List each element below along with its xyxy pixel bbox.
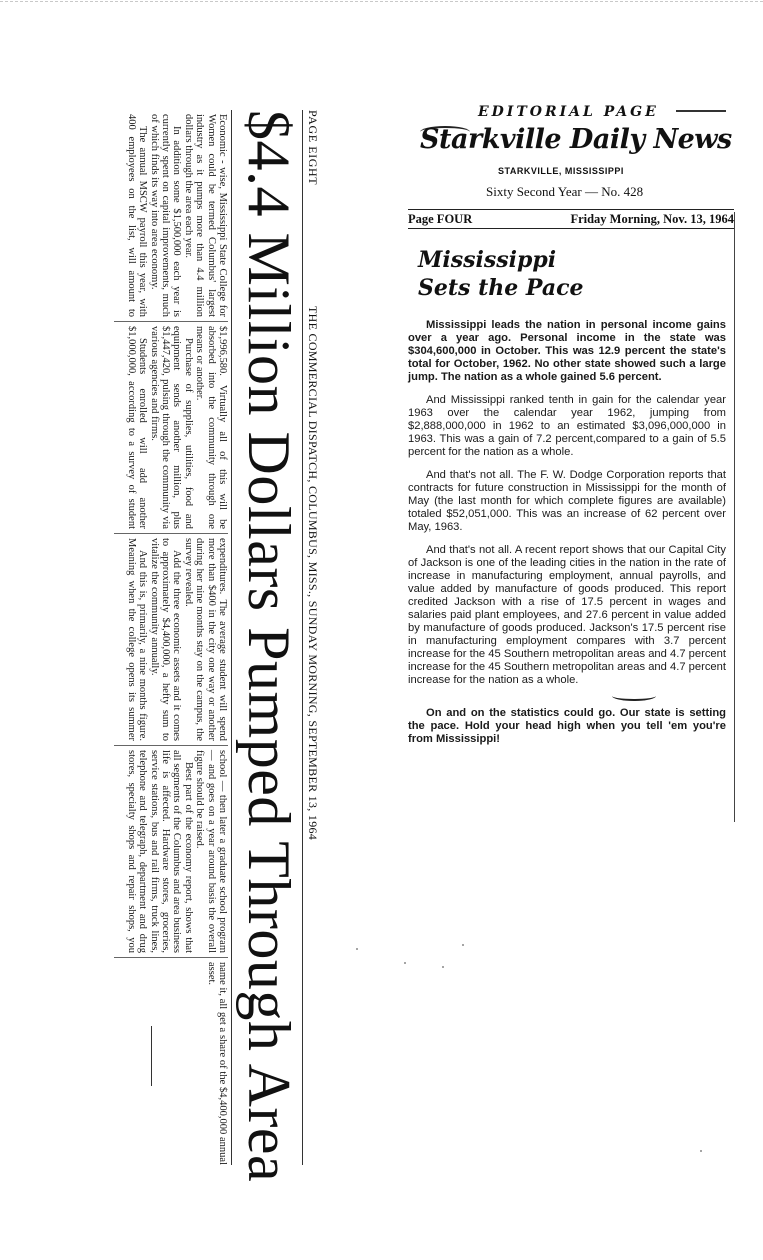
dispatch-top-rule (302, 110, 303, 1165)
dateline-top-rule (408, 209, 734, 210)
dispatch-paragraph: Economic - wise, Mississippi State College for Women could be termed Columbus' largest industry as it pumps more than 4.4 million dollars through the area each year. (182, 114, 228, 317)
masthead-year-line: Sixty Second Year — No. 428 (486, 184, 644, 199)
editorial-title-line2: Sets the Pace (418, 275, 584, 301)
dispatch-clipping-rotated (110, 110, 324, 1183)
editorial-paragraph: And Mississippi ranked tenth in gain for the calendar year 1963 over the calendar year 1962, jumping from $2,888,000,000 in 1962 to an estimated $3,096,000,000 in 1963. This was a gain of 7.2 percent,compared to a gain of 5.5 percent for the nation as a whole. (408, 394, 726, 458)
dispatch-paragraph: Add the three economic assets and it comes to approximately $4,400,000, a hefty sum to vitalize the community annually. (148, 538, 183, 741)
dateline-bottom-rule (408, 228, 734, 229)
scan-speck (356, 948, 358, 950)
masthead-city: STARKVILLE, MISSISSIPPI (498, 166, 624, 176)
scan-speck (442, 966, 444, 968)
editorial-paragraph: On and on the statistics could go. Our state is setting the pace. Hold your head high when you tell 'em you're from Mississippi! (408, 707, 726, 745)
editorial-body (408, 319, 726, 756)
dateline-date: Friday Morning, Nov. 13, 1964 (570, 212, 734, 226)
editorial-paragraph: Mississippi leads the nation in personal income gains over a year ago. Personal income in the state was $304,600,000 in October. This was 12.9 percent the state's total for October, 1962. No other state showed such a large jump. The nation as a whole gained 5.6 percent. (408, 319, 726, 383)
editorial-page-label: EDITORIAL PAGE (478, 104, 659, 120)
dispatch-page-label: PAGE EIGHT (306, 110, 320, 186)
masthead-title: Starkville Daily News (420, 124, 732, 155)
dispatch-paragraph: Best part of the economy report, shows that all segments of the Columbus and area business life is affected. Hardware stores, groceries, service stations, bus and rail firms, truck lines, telephone and telegraph, department and drug stores, specialty shops and repair shops, you name it, all get a share of the $4,400,000 annual asset. (125, 750, 228, 1165)
closing-swash-ornament (612, 691, 656, 701)
scan-speck (700, 1150, 702, 1152)
dateline-page: Page FOUR (408, 212, 473, 226)
dispatch-article (114, 114, 228, 1165)
scan-speck (462, 944, 464, 946)
editorial-paragraph: And that's not all. The F. W. Dodge Corporation reports that contracts for future construction in Mississippi for the month of May (the last month for which complete figures are available) totaled $52,051,000. This was an increase of 62 percent over May, 1963. (408, 469, 726, 533)
dispatch-paragraph: Purchase of supplies, utilities, food and equipment sends another million, plus $1,447,420, pulsing through the community via various agencies and firms. (148, 326, 194, 529)
dispatch-headline: $4.4 Million Dollars Pumped Through Area (236, 110, 302, 1183)
column-rule (734, 212, 735, 822)
editorial-title-line1: Mississippi (418, 247, 557, 273)
dispatch-paragraph: And this is, primarily, a nine months figure. Meaning when the college opens its summer school — then later a graduate school program — and goes on a year around basis the overall figure should be raised. (125, 538, 228, 953)
dispatch-clipping (110, 110, 324, 1183)
scan-speck (404, 962, 406, 964)
dispatch-end-rule (151, 1026, 152, 1086)
dispatch-paragraph: The annual MSCW payroll this year, with 400 employees on the list, will amount to $1,996,580. Virtually all of this will be absorbed into the community through one means or another. (125, 114, 228, 529)
scan-edge (0, 1, 763, 2)
dispatch-headline-rule (231, 110, 232, 1165)
editorial-title (418, 246, 718, 302)
dispatch-dateline: THE COMMERCIAL DISPATCH, COLUMBUS, MISS., SUNDAY MORNING, SEPTEMBER 13, 1964 (306, 306, 320, 841)
dispatch-paragraph: In addition some $1,500,000 each year is currently spent on capital improvements, much of which finds its way into area economy. (148, 114, 183, 317)
editorial-paragraph: And that's not all. A recent report shows that our Capital City of Jackson is one of the leading cities in the nation in the rate of increase in manufacturing employment, annual payrolls, and value added by manufacture of goods produced. This report credited Jackson with a rise of 17.5 percent in wages and salaries paid plant employees, and 27.6 percent in value added by manufacture of goods produced. Jackson's 17.5 percent rise in manufacturing employment compares with 3.7 percent increase for the 45 Southern metropolitan areas and 4.7 percent increase for the 45 Southern metropolitan areas and 4.7 percent increase for the nation as a whole. (408, 544, 726, 686)
editorial-label-rule (676, 110, 726, 112)
dispatch-paragraph: Students enrolled will add another $1,000,000, according to a survey of student expenditures. The average student will spend more than $400 in the city one way or another during her nine months stay on the campus, the survey revealed. (125, 326, 228, 741)
